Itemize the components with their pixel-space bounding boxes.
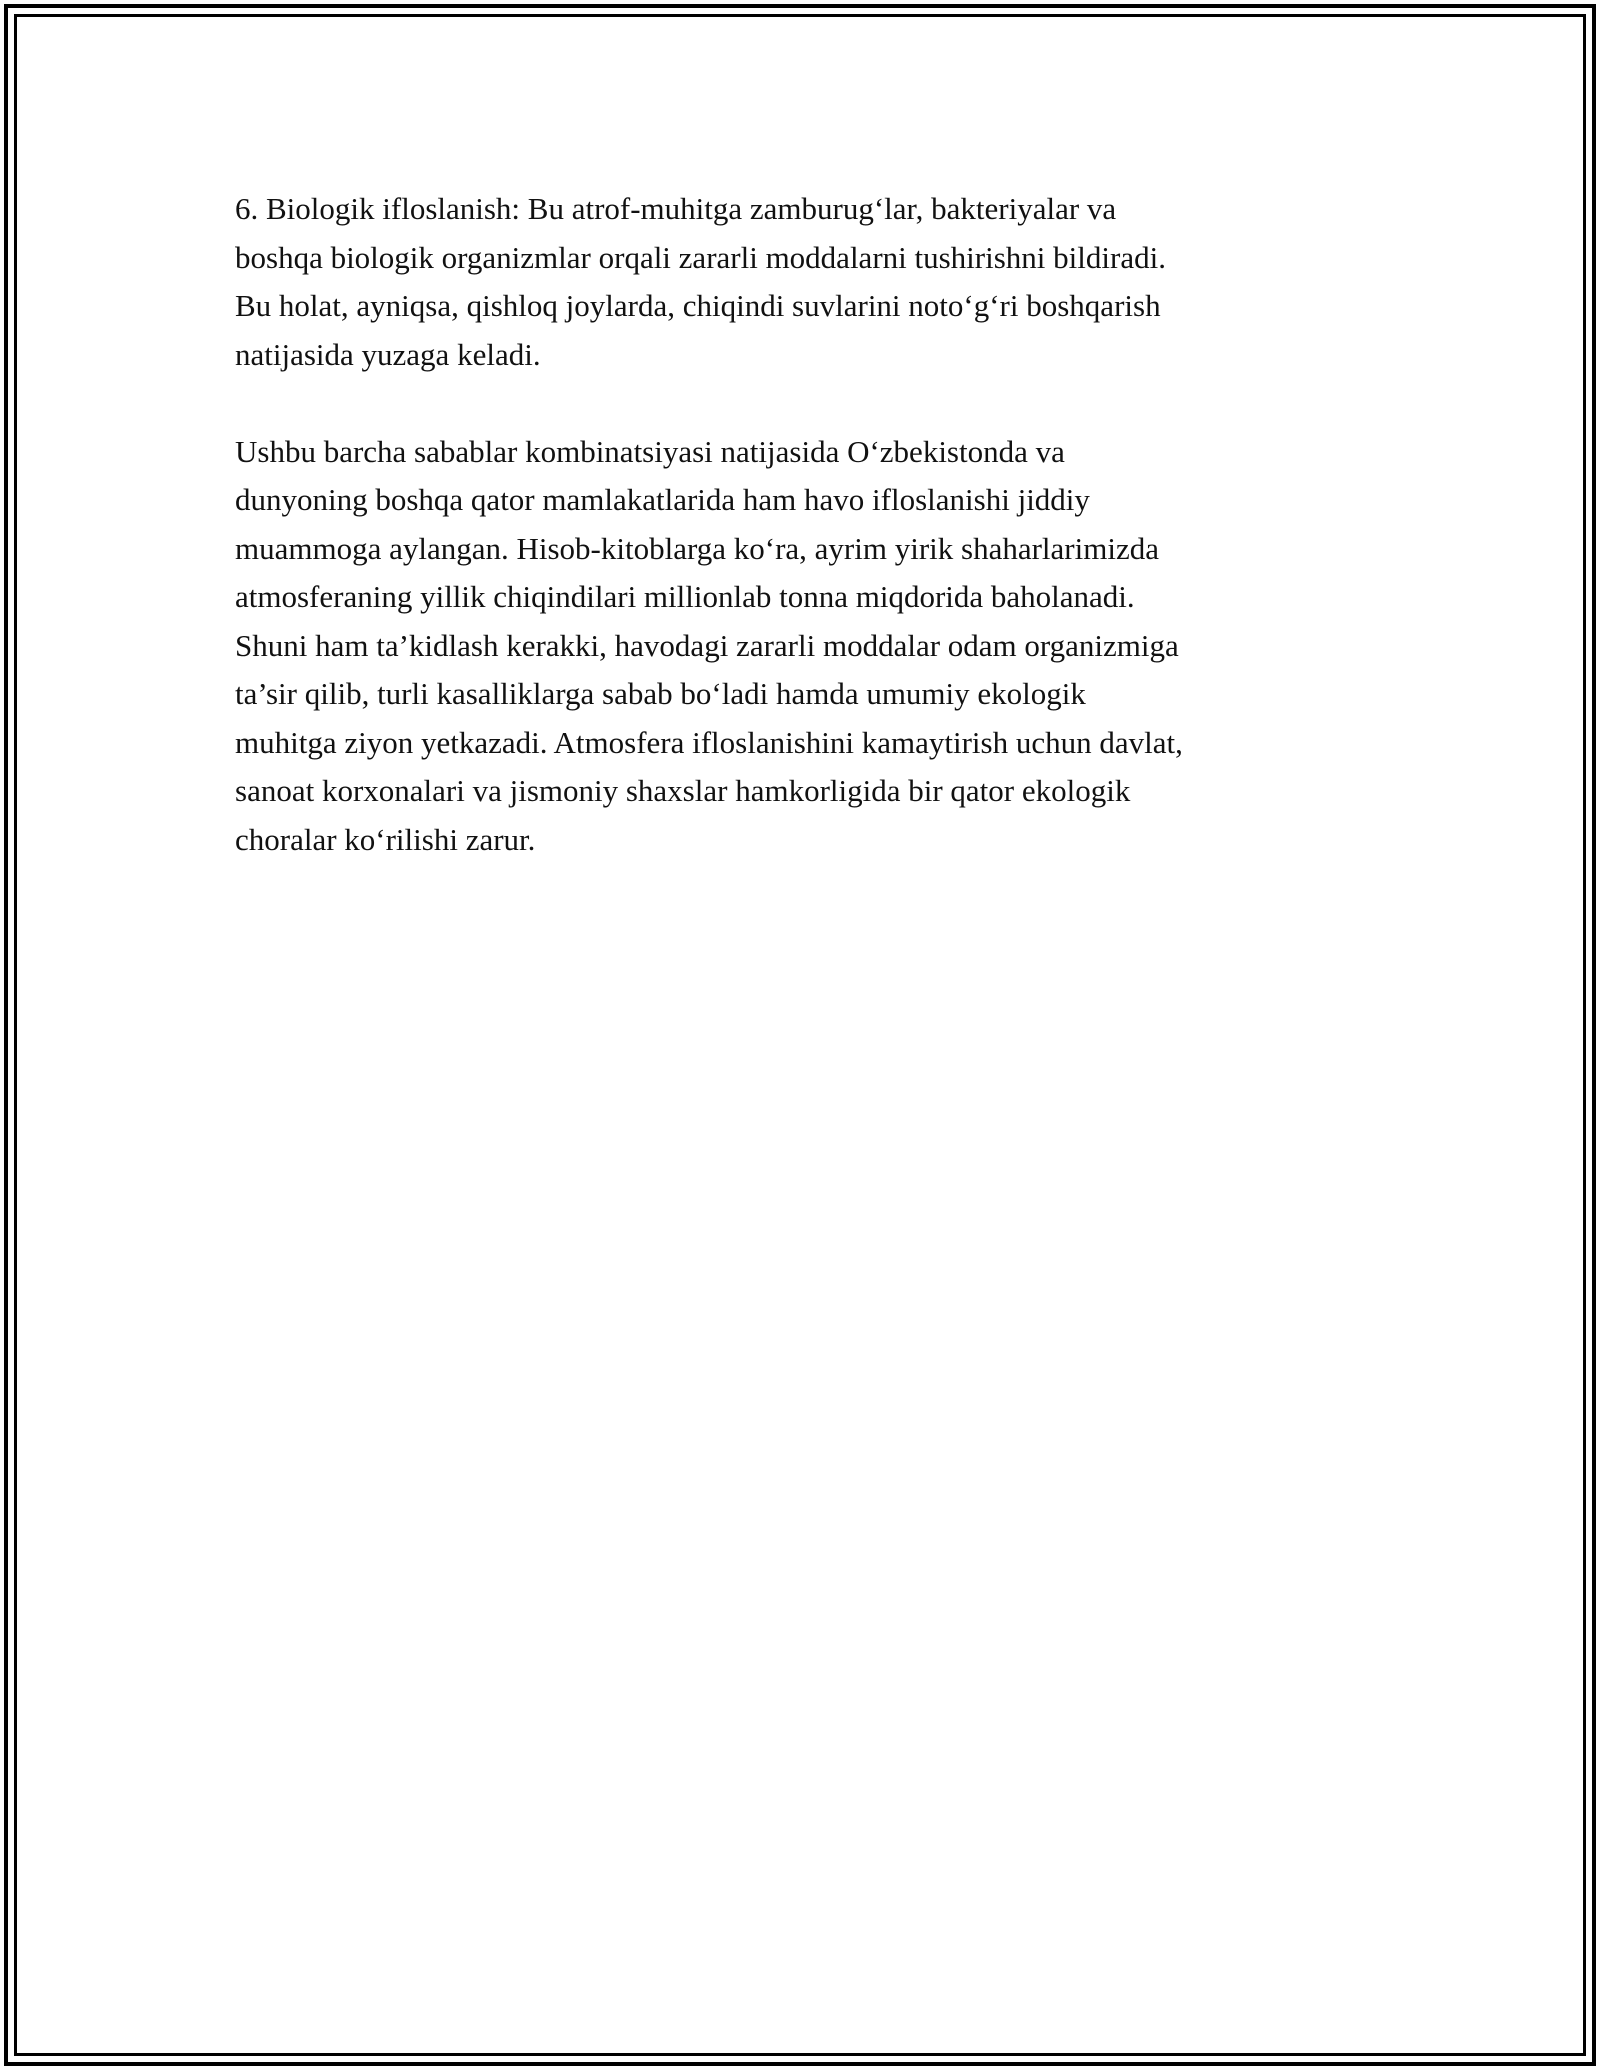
document-body — [235, 185, 1365, 864]
paragraph-biological-pollution: 6. Biologik ifloslanish: Bu atrof-muhitga zamburug‘lar, bakteriyalar va boshqa biologik organizmlar orqali zararli moddalarni tushirishni bildiradi. Bu holat, ayniqsa, qishloq joylarda, chiqindi suvlarini noto‘g‘ri boshqarish natijasida yuzaga keladi. — [235, 191, 1166, 372]
paragraph-air-pollution-summary: Ushbu barcha sabablar kombinatsiyasi natijasida O‘zbekistonda va dunyoning boshqa qator mamlakatlarida ham havo ifloslanishi jiddiy muammoga aylangan. Hisob-kitoblarga ko‘ra, ayrim yirik shaharlarimizda atmosferaning yillik chiqindilari millionlab tonna miqdorida baholanadi. Shuni ham ta’kidlash kerakki, havodagi zararli moddalar odam organizmiga ta’sir qilib, turli kasalliklarga sabab bo‘ladi hamda umumiy ekologik muhitga ziyon yetkazadi. Atmosfera ifloslanishini kamaytirish uchun davlat, sanoat korxonalari va jismoniy shaxslar hamkorligida bir qator ekologik choralar ko‘rilishi zarur. — [235, 433, 1183, 857]
